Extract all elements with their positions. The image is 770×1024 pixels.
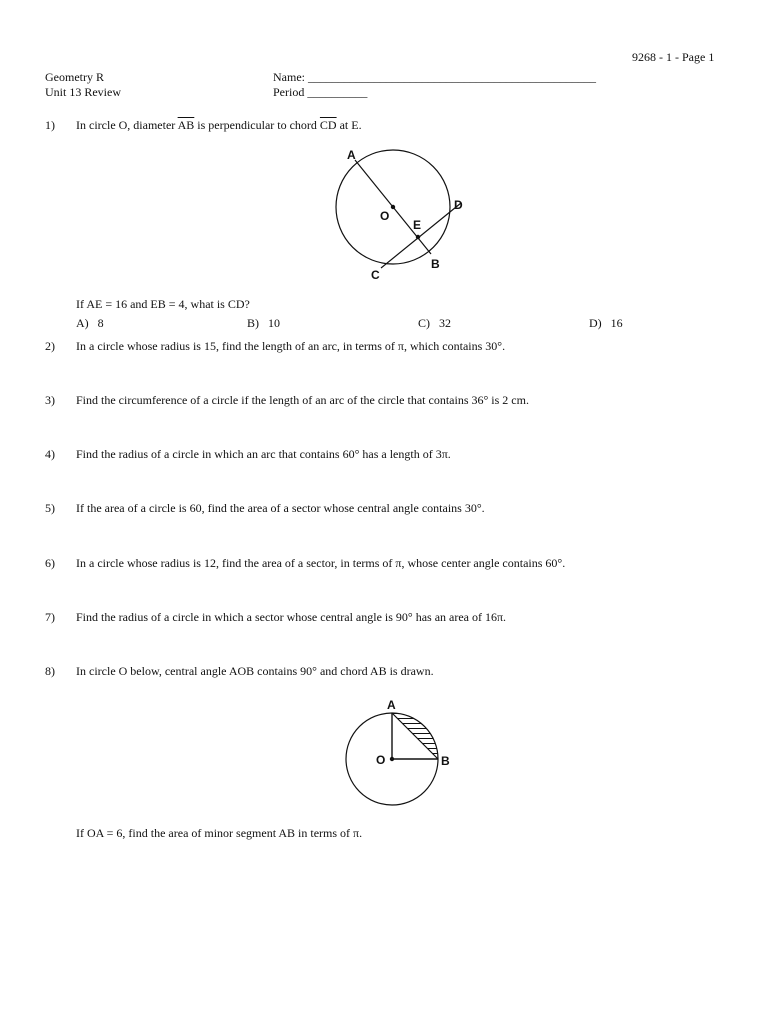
question-prompt: If AE = 16 and EB = 4, what is CD? (76, 297, 250, 311)
label-o: O (376, 753, 386, 767)
choice-c: C) 32 (418, 316, 451, 330)
page-number: 9268 - 1 - Page 1 (632, 50, 715, 64)
center-point (391, 205, 395, 209)
question-number: 5) (45, 501, 55, 515)
name-field: Name: ________________________________________________ (273, 70, 596, 84)
question-text: In circle O, diameter $\overline{AB}$ is perpendicular to chord $\overline{CD}$ at E. (76, 118, 362, 132)
label-c: C (371, 268, 380, 282)
circle-diagram-1 (325, 140, 475, 285)
question-prompt: If OA = 6, find the area of minor segment AB in terms of π. (76, 826, 363, 840)
choice-d: D) 16 (589, 316, 623, 330)
point-e (416, 235, 420, 239)
period-field: Period __________ (273, 85, 368, 99)
question-text: In circle O below, central angle AOB contains 90° and chord AB is drawn. (76, 664, 434, 678)
segment-cd: $\overline{CD}$ (319, 118, 337, 132)
label-a: A (387, 698, 396, 712)
question-number: 1) (45, 118, 55, 132)
label-e: E (413, 218, 422, 232)
circle-diagram-8 (330, 696, 460, 818)
question-number: 2) (45, 339, 55, 353)
question-text: Find the radius of a circle in which an arc that contains 60° has a length of 3π. (76, 447, 451, 461)
question-number: 8) (45, 664, 55, 678)
question-number: 4) (45, 447, 55, 461)
question-text: If the area of a circle is 60, find the area of a sector whose central angle contains 30°. (76, 501, 485, 515)
label-o: O (380, 209, 390, 223)
label-a: A (347, 148, 356, 162)
unit-title: Unit 13 Review (45, 85, 121, 99)
choice-b: B) 10 (247, 316, 280, 330)
segment-ab: $\overline{AB}$ (177, 118, 195, 132)
label-b: B (431, 257, 440, 271)
label-b: B (441, 754, 450, 768)
center-point (390, 757, 394, 761)
course-title: Geometry R (45, 70, 104, 84)
question-text: Find the circumference of a circle if the length of an arc of the circle that contains 36° is 2 cm. (76, 393, 529, 407)
label-d: D (454, 198, 463, 212)
chord-cd (381, 203, 461, 268)
choice-a: A) 8 (76, 316, 104, 330)
question-text: In a circle whose radius is 12, find the area of a sector, in terms of π, whose center angle contains 60°. (76, 556, 566, 570)
question-number: 7) (45, 610, 55, 624)
question-text: Find the radius of a circle in which a sector whose central angle is 90° has an area of 16π. (76, 610, 507, 624)
question-text: In a circle whose radius is 15, find the length of an arc, in terms of π, which contains 30°. (76, 339, 506, 353)
question-number: 6) (45, 556, 55, 570)
question-number: 3) (45, 393, 55, 407)
